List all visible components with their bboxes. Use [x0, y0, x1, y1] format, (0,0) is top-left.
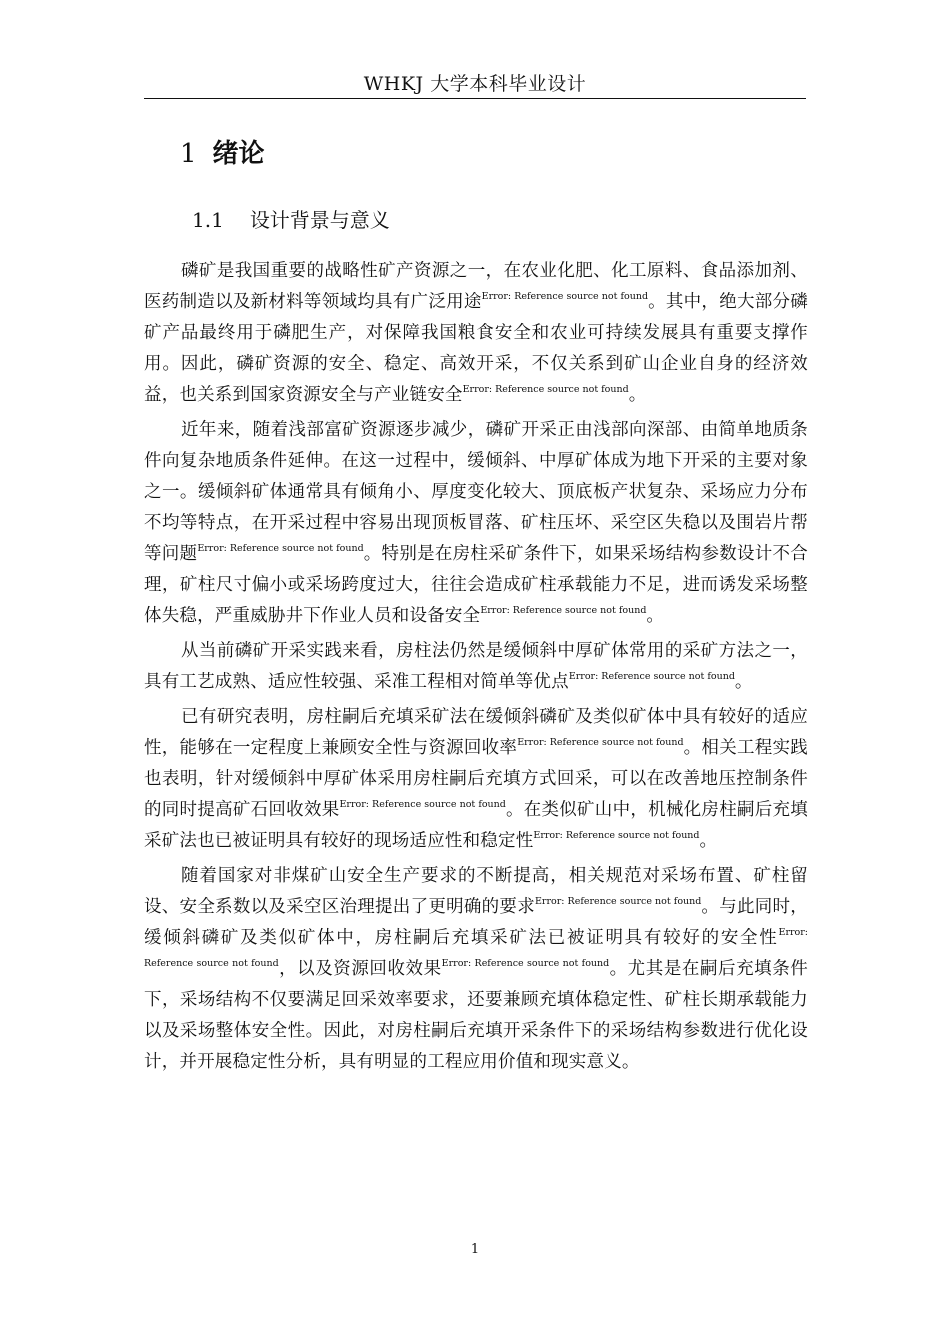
paragraph [144, 861, 808, 1078]
paragraph-text: 。 [699, 831, 718, 851]
reference-error: Error: Reference source not found [534, 896, 702, 907]
body-text [144, 256, 808, 1082]
paragraph-text: ，以及资源回收效果 [278, 959, 442, 979]
reference-error: Error: Reference source not found [481, 291, 649, 302]
paragraph-text: 从当前磷矿开采实践来看，房柱法仍然是缓倾斜中厚矿体常用的采矿方法之一，具有工艺成熟、适应性较强、采准工程相对简单等优点 [144, 641, 808, 692]
paragraph [144, 636, 808, 698]
paragraph-text: 近年来，随着浅部富矿资源逐步减少，磷矿开采正由浅部向深部、由简单地质条件向复杂地质条件延伸。在这一过程中，缓倾斜、中厚矿体成为地下开采的主要对象之一。缓倾斜矿体通常具有倾角小、厚度变化较大、顶底板产状复杂、采场应力分布不均等特点，在开采过程中容易出现顶板冒落、矿柱压坏、采空区失稳以及围岩片帮等问题 [144, 420, 808, 564]
reference-error: Error: Reference source not found [197, 543, 364, 554]
chapter-number: 1 [180, 139, 197, 169]
paragraph-text: 随着国家对非煤矿山安全生产要求的不断提高，相关规范对采场布置、矿柱留设、安全系数以及采空区治理提出了更明确的要求 [144, 866, 808, 917]
chapter-heading [180, 136, 265, 172]
reference-error: Error: Reference source not found [339, 799, 506, 810]
paragraph-text: 。与此同时，缓倾斜磷矿及类似矿体中，房柱嗣后充填采矿法已被证明具有较好的安全性 [144, 897, 808, 948]
paragraph-text: 。相关工程实践也表明，针对缓倾斜中厚矿体采用房柱嗣后充填方式回采，可以在改善地压控制条件的同时提高矿石回收效果 [144, 738, 808, 820]
section-number: 1.1 [192, 208, 224, 232]
chapter-title: 绪论 [212, 139, 265, 169]
page-number: 1 [470, 1242, 480, 1257]
paragraph-text: 。 [734, 672, 753, 692]
running-header: WHKJ 大学本科毕业设计 [363, 73, 587, 95]
reference-error: Error: Reference source not found [462, 384, 629, 395]
paragraph-text: 。 [646, 606, 665, 626]
section-title: 设计背景与意义 [249, 208, 390, 232]
reference-error: Error: Reference source not found [568, 671, 735, 682]
paragraph-text: 。在类似矿山中，机械化房柱嗣后充填采矿法也已被证明具有较好的现场适应性和稳定性 [144, 800, 808, 851]
reference-error: Error: Reference source not found [533, 830, 700, 841]
reference-error: Error: Reference source not found [517, 737, 684, 748]
paragraph-text: 已有研究表明，房柱嗣后充填采矿法在缓倾斜磷矿及类似矿体中具有较好的适应性，能够在一定程度上兼顾安全性与资源回收率 [144, 707, 808, 758]
reference-error: Error: Reference source not found [441, 958, 610, 969]
paragraph [144, 415, 808, 632]
paragraph-text: 。 [628, 385, 647, 405]
paragraph-text: 。尤其是在嗣后充填条件下，采场结构不仅要满足回采效率要求，还要兼顾充填体稳定性、矿柱长期承载能力以及采场整体安全性。因此，对房柱嗣后充填开采条件下的采场结构参数进行优化设计，并开展稳定性分析，具有明显的工程应用价值和现实意义。 [144, 959, 808, 1072]
paragraph [144, 256, 808, 411]
reference-error: Error: Reference source not found [480, 605, 647, 616]
header-rule [144, 98, 806, 99]
reference-error: Error: Reference source not found [144, 927, 808, 969]
paragraph-text: 磷矿是我国重要的战略性矿产资源之一，在农业化肥、化工原料、食品添加剂、医药制造以及新材料等领域均具有广泛用途 [144, 261, 808, 312]
paragraph-text: 。特别是在房柱采矿条件下，如果采场结构参数设计不合理，矿柱尺寸偏小或采场跨度过大，往往会造成矿柱承载能力不足，进而诱发采场整体失稳，严重威胁井下作业人员和设备安全 [144, 544, 808, 626]
paragraph-text: 。其中，绝大部分磷矿产品最终用于磷肥生产，对保障我国粮食安全和农业可持续发展具有重要支撑作用。因此，磷矿资源的安全、稳定、高效开采，不仅关系到矿山企业自身的经济效益，也关系到国家资源安全与产业链安全 [144, 292, 808, 405]
section-heading [192, 204, 390, 236]
paragraph [144, 702, 808, 857]
